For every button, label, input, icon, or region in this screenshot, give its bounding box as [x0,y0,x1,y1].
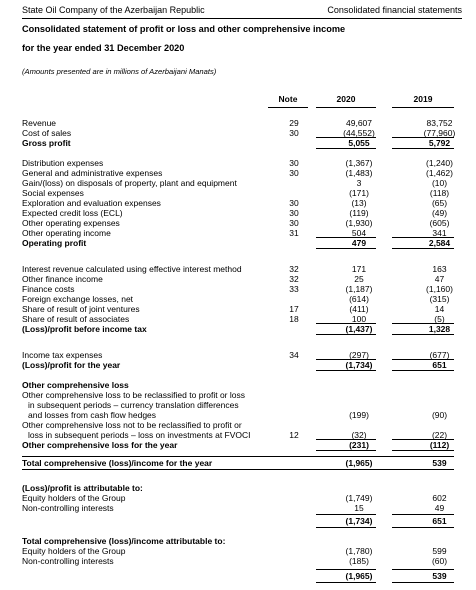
value-2020: (1,749) [345,493,373,503]
divider-line [316,137,376,138]
divider-line [316,148,376,149]
value-2019: (65) [431,198,448,208]
value-2020: 5,055 [348,138,370,148]
value-2019: 2,584 [428,238,451,248]
value-2019: 599 [432,546,447,556]
value-2019: (118) [429,188,450,198]
row-label: Other operating expenses [22,218,120,228]
row-note: 30 [289,208,299,218]
divider-line [392,582,454,583]
row-label: Exploration and evaluation expenses [22,198,161,208]
row-label: in subsequent periods – currency translation differences [28,400,239,410]
value-2019: 83,752 [426,118,453,128]
divider-line [392,323,454,324]
row-label: Other comprehensive loss for the year [22,440,178,450]
column-header-note: Note [268,94,308,108]
divider-line [316,527,376,528]
divider-line [316,334,376,335]
value-2019: (677) [429,350,450,360]
divider-line [392,248,454,249]
value-2019: 5,792 [428,138,451,148]
value-2019: (49) [431,208,448,218]
value-2019: (1,462) [426,168,453,178]
row-label: Total comprehensive (loss)/income for the year [22,458,213,468]
row-label: Other comprehensive loss to be reclassified to profit or loss [22,390,245,400]
table-row [22,516,462,526]
row-label: Finance costs [22,284,75,294]
row-note: 33 [289,284,299,294]
row-label: Total comprehensive (loss)/income attributable to: [22,536,226,546]
table-row [22,503,462,513]
value-2020: (1,780) [345,546,373,556]
row-label: Income tax expenses [22,350,103,360]
value-2019: (1,240) [426,158,453,168]
row-note: 17 [289,304,299,314]
row-label: Operating profit [22,238,87,248]
table-row [22,178,462,188]
value-2020: 171 [351,264,367,274]
table-row [22,571,462,581]
table-row [22,360,462,370]
row-label: Equity holders of the Group [22,546,126,556]
value-2019: 539 [432,571,447,581]
table-row [22,380,462,390]
row-note: 34 [289,350,299,360]
value-2019: 49 [434,503,445,513]
table-row [22,138,462,148]
row-note: 32 [289,264,299,274]
table-row [22,420,462,430]
row-note: 30 [289,218,299,228]
row-note: 29 [289,118,299,128]
table-row [22,536,462,546]
table-row [22,284,462,294]
value-2019: 47 [434,274,445,284]
divider-line [316,370,376,371]
statement-title: Consolidated statement of profit or loss and other comprehensive income [22,24,346,34]
value-2019: 341 [432,228,447,238]
company-name: State Oil Company of the Azerbaijan Republic [22,5,205,15]
value-2019: 163 [432,264,447,274]
table-row [22,440,462,450]
value-2020: 504 [351,228,367,238]
table-row [22,556,462,566]
value-2020: (171) [349,188,369,198]
value-2020: (185) [349,556,369,566]
value-2020: 100 [351,314,367,324]
value-2019: (60) [431,556,448,566]
table-row [22,304,462,314]
row-label: Social expenses [22,188,84,198]
divider-line [316,569,376,570]
divider-line [392,450,454,451]
row-label: Other comprehensive loss [22,380,129,390]
row-note: 30 [289,128,299,138]
value-2020: 15 [354,503,364,513]
table-row [22,324,462,334]
document-type: Consolidated financial statements [327,5,462,15]
divider-line [392,237,454,238]
row-label: and losses from cash flow hedges [28,410,157,420]
statement-period: for the year ended 31 December 2020 [22,43,185,53]
value-2019: 651 [432,516,447,526]
divider-line [392,439,454,440]
table-row [22,218,462,228]
table-row [22,493,462,503]
divider-line [392,334,454,335]
value-2019: 14 [434,304,445,314]
table-row [22,390,462,400]
row-label: Interest revenue calculated using effective interest method [22,264,242,274]
page-header [22,3,462,19]
row-label: General and administrative expenses [22,168,163,178]
value-2020: 49,607 [346,118,372,128]
value-2020: (32) [351,430,367,440]
divider-line [316,439,376,440]
value-2020: (1,734) [345,516,373,526]
value-2020: (119) [349,208,369,218]
divider-line [392,137,454,138]
table-row [22,264,462,274]
value-2020: (614) [349,294,369,304]
table-row [22,400,462,410]
table-row [22,118,462,128]
value-2019: 651 [432,360,447,370]
value-2020: 25 [354,274,364,284]
table-row [22,188,462,198]
row-note: 30 [289,168,299,178]
value-2019: (77,960) [423,128,456,138]
row-label: (Loss)/profit is attributable to: [22,483,143,493]
value-2019: 602 [432,493,447,503]
table-row [22,458,462,468]
value-2020: (1,367) [345,158,373,168]
value-2020: (1,187) [345,284,373,294]
table-row [22,208,462,218]
value-2020: (13) [351,198,367,208]
row-label: Foreign exchange losses, net [22,294,134,304]
value-2020: 3 [356,178,362,188]
row-label: Gain/(loss) on disposals of property, plant and equipment [22,178,237,188]
value-2019: (22) [431,430,448,440]
value-2020: (44,552) [343,128,375,138]
value-2019: (5) [434,314,445,324]
row-label: loss in subsequent periods – loss on investments at FVOCI [28,430,251,440]
row-label: Other operating income [22,228,111,238]
divider-line [392,527,454,528]
divider-line [22,456,454,457]
divider-line [392,569,454,570]
value-2020: 479 [351,238,367,248]
column-header-2019: 2019 [392,94,454,108]
row-label: Expected credit loss (ECL) [22,208,123,218]
row-label: Share of result of associates [22,314,130,324]
row-label: Non-controlling interests [22,556,114,566]
table-row [22,158,462,168]
divider-line [22,469,454,470]
divider-line [392,359,454,360]
row-label: Other finance income [22,274,103,284]
row-note: 30 [289,198,299,208]
value-2020: (199) [349,410,369,420]
value-2020: (297) [349,350,369,360]
value-2019: (10) [431,178,448,188]
divider-line [316,359,376,360]
value-2020: (231) [349,440,369,450]
table-row [22,483,462,493]
value-2020: (1,483) [345,168,373,178]
value-2019: (1,160) [426,284,453,294]
row-label: Distribution expenses [22,158,104,168]
row-note: 30 [289,158,299,168]
divider-line [316,450,376,451]
value-2019: (605) [429,218,450,228]
amounts-note: (Amounts presented are in millions of Azerbaijani Manats) [22,67,217,76]
value-2020: (1,734) [345,360,373,370]
value-2019: (315) [429,294,450,304]
row-note: 12 [289,430,299,440]
divider-line [392,370,454,371]
divider-line [392,148,454,149]
divider-line [316,237,376,238]
value-2020: (411) [349,304,369,314]
table-row [22,168,462,178]
divider-line [392,514,454,515]
row-label: Share of result of joint ventures [22,304,140,314]
value-2019: (112) [429,440,450,450]
row-label: Other comprehensive loss not to be reclassified to profit or [22,420,242,430]
value-2019: 1,328 [428,324,451,334]
row-label: Cost of sales [22,128,72,138]
value-2019: (90) [431,410,448,420]
row-label: Revenue [22,118,57,128]
table-row [22,294,462,304]
row-label: Gross profit [22,138,71,148]
row-note: 32 [289,274,299,284]
divider-line [316,248,376,249]
value-2020: (1,965) [345,571,373,581]
table-row [22,274,462,284]
column-header-2020: 2020 [316,94,376,108]
value-2020: (1,965) [345,458,373,468]
row-label: Equity holders of the Group [22,493,126,503]
value-2020: (1,930) [345,218,373,228]
table-row [22,546,462,556]
value-2019: 539 [432,458,447,468]
table-row [22,198,462,208]
table-row [22,410,462,420]
row-note: 31 [289,228,299,238]
table-row [22,238,462,248]
divider-line [316,514,376,515]
row-label: Non-controlling interests [22,503,114,513]
value-2020: (1,437) [345,324,373,334]
row-label: (Loss)/profit before income tax [22,324,147,334]
divider-line [316,323,376,324]
row-note: 18 [289,314,299,324]
row-label: (Loss)/profit for the year [22,360,121,370]
divider-line [316,582,376,583]
